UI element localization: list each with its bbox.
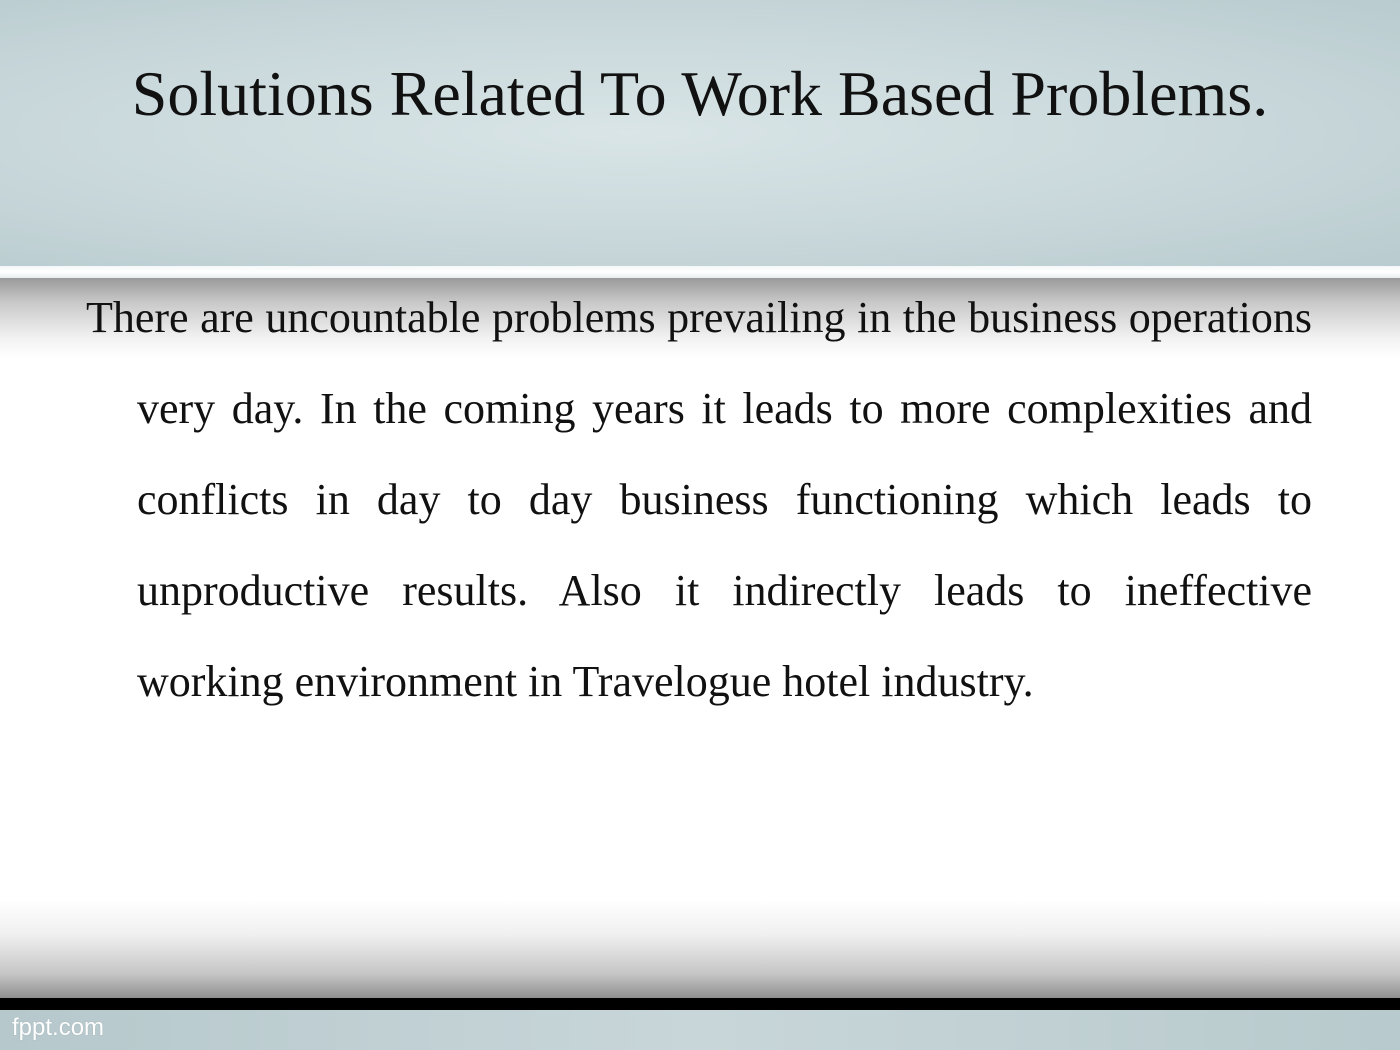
slide-body-text: There are uncountable problems prevailing in the business operations very day. In the coming years it leads to more complexities and conflicts in day to day business functioning which leads to unproductive results. Also it indirectly leads to ineffective working environment in Travelogue hotel industry. xyxy=(86,293,1312,706)
footer-logo: fppt.com xyxy=(12,1014,105,1041)
slide-title: Solutions Related To Work Based Problems. xyxy=(131,58,1269,129)
bottom-bar xyxy=(0,998,1400,1010)
footer-band xyxy=(0,1010,1400,1050)
bottom-shadow xyxy=(0,900,1400,998)
